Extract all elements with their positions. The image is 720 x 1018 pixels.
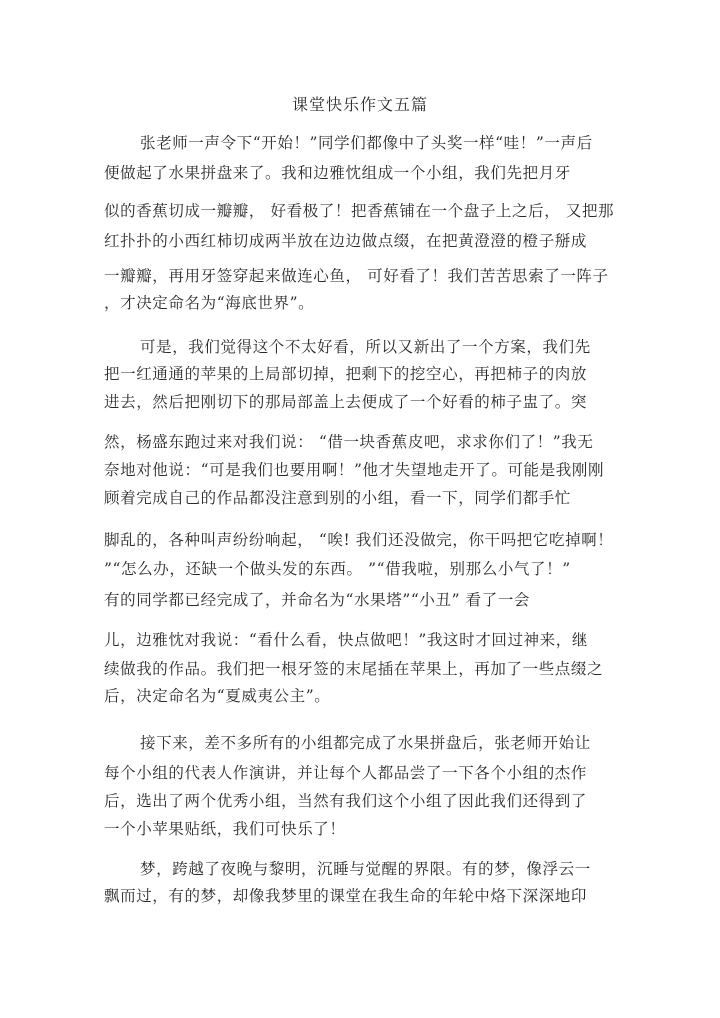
text-line: 每个小组的代表人作演讲，并让每个人都品尝了一下各个小组的杰作 bbox=[104, 764, 588, 782]
text-line: ”“怎么办，还缺一个做头发的东西。 ”“借我啦，别那么小气了！” bbox=[104, 560, 571, 578]
text-line: 接下来，差不多所有的小组都完成了水果拼盘后，张老师开始让 bbox=[140, 734, 591, 752]
text-line: 一瓣瓣，再用牙签穿起来做连心鱼， 可好看了！我们苦苦思索了一阵子 bbox=[104, 267, 609, 285]
text-line: 顾着完成自己的作品都没注意到别的小组，看一下，同学们都手忙 bbox=[104, 489, 571, 507]
text-line: 便做起了水果拼盘来了。我和边雅忱组成一个小组，我们先把月牙 bbox=[104, 164, 571, 182]
text-line: 把一红通通的苹果的上局部切掉，把剩下的挖空心，再把柿子的肉放 bbox=[104, 365, 588, 383]
text-line: 张老师一声令下“开始！”同学们都像中了头奖一样“哇！”一声后 bbox=[140, 134, 593, 152]
text-line: 脚乱的，各种叫声纷纷响起， “唉! 我们还没做完，你干吗把它吃掉啊！ bbox=[104, 531, 614, 549]
text-line: 梦，跨越了夜晚与黎明，沉睡与觉醒的界限。有的梦，像浮云一 bbox=[140, 860, 591, 878]
text-line: 然，杨盛东跑过来对我们说： “借一块香蕉皮吧，求求你们了！”我无 bbox=[104, 433, 594, 451]
text-line: 一个小苹果贴纸，我们可快乐了！ bbox=[104, 820, 346, 838]
text-line: 后，选出了两个优秀小组，当然有我们这个小组了因此我们还得到了 bbox=[104, 792, 588, 810]
text-line: 奈地对他说：“可是我们也要用啊！”他才失望地走开了。可能是我刚刚 bbox=[104, 461, 605, 479]
text-line: 后，决定命名为“夏威夷公主”。 bbox=[104, 687, 331, 705]
document-title: 课堂快乐作文五篇 bbox=[291, 95, 428, 114]
text-line: 飘而过，有的梦，却像我梦里的课堂在我生命的年轮中烙下深深地印 bbox=[104, 887, 588, 905]
text-line: 似的香蕉切成一瓣瓣， 好看极了！把香蕉铺在一个盘子上之后， 又把那 bbox=[104, 202, 615, 220]
text-line: 儿，边雅忱对我说：“看什么看，快点做吧！”我这时才回过神来，继 bbox=[104, 631, 588, 649]
text-line: 进去，然后把刚切下的那局部盖上去便成了一个好看的柿子盅了。突 bbox=[104, 393, 588, 411]
text-line: 有的同学都已经完成了，并命名为“水果塔”“小丑” 看了一会 bbox=[104, 591, 531, 609]
text-line: 可是，我们觉得这个不太好看，所以又新出了一个方案，我们先 bbox=[140, 338, 591, 356]
text-line: 红扑扑的小西红柿切成两半放在边边做点缀，在把黄澄澄的橙子掰成 bbox=[104, 232, 588, 250]
text-line: ，才决定命名为“海底世界”。 bbox=[104, 294, 315, 312]
text-line: 续做我的作品。我们把一根牙签的末尾插在苹果上，再加了一些点缀之 bbox=[104, 660, 604, 678]
